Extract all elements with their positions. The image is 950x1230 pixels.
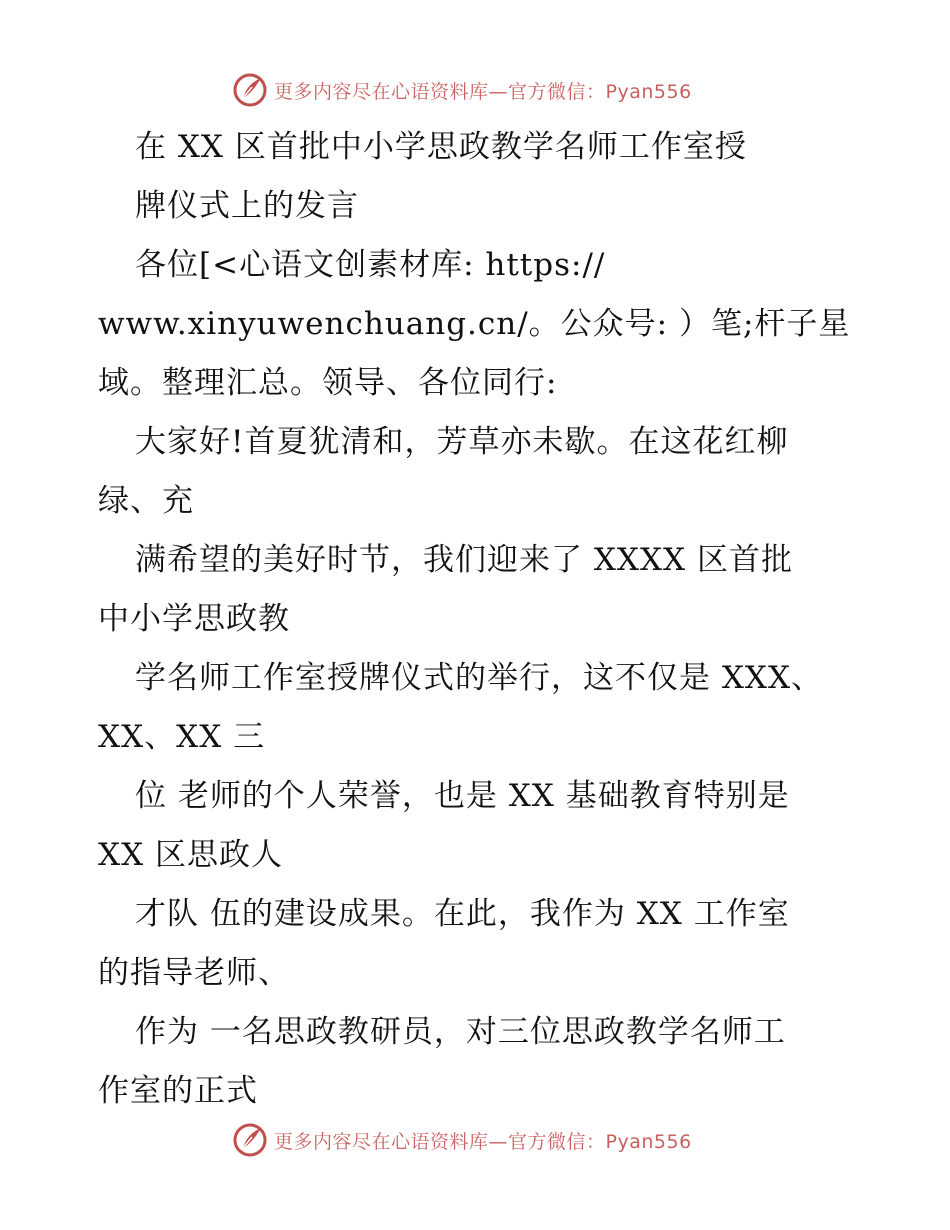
document-body	[98, 118, 868, 1121]
paragraph-line: 作为 一名思政教研员，对三位思政教学名师工	[135, 1014, 786, 1050]
footer-banner	[232, 1120, 692, 1160]
header-banner-text: 更多内容尽在心语资料库—官方微信：Pyan556	[274, 80, 692, 103]
paragraph-line: 学名师工作室授牌仪式的举行，这不仅是 XXX、	[135, 660, 824, 696]
paragraph-line: XX 区思政人	[98, 837, 283, 873]
paragraph-line: 作室的正式	[98, 1073, 258, 1109]
paragraph-line: 中小学思政教	[98, 601, 290, 637]
paragraph-line: 的指导老师、	[98, 955, 290, 991]
paragraph-line: www.xinyuwenchuang.cn/。公众号: ）笔;杆子星	[98, 306, 851, 342]
paragraph-line: 位 老师的个人荣誉，也是 XX 基础教育特别是	[135, 778, 790, 814]
paragraph-line: XX、XX 三	[98, 719, 266, 755]
paragraph-line: 才队 伍的建设成果。在此，我作为 XX 工作室	[135, 896, 790, 932]
paragraph-line: 满希望的美好时节，我们迎来了 XXXX 区首批	[135, 542, 793, 578]
header-banner	[232, 70, 692, 110]
paragraph-line: 各位[<心语文创素材库: https://	[135, 247, 606, 283]
paragraph-line: 绿、充	[98, 483, 194, 519]
paragraph-line: 域。整理汇总。领导、各位同行:	[98, 365, 558, 401]
feather-pen-logo-icon	[232, 1122, 268, 1158]
feather-pen-logo-icon	[232, 72, 268, 108]
paragraph-line: 大家好!首夏犹清和，芳草亦未歇。在这花红柳	[135, 424, 789, 460]
document-title-line: 在 XX 区首批中小学思政教学名师工作室授	[135, 129, 747, 165]
document-title-line: 牌仪式上的发言	[135, 188, 359, 224]
footer-banner-text: 更多内容尽在心语资料库—官方微信：Pyan556	[274, 1130, 692, 1153]
